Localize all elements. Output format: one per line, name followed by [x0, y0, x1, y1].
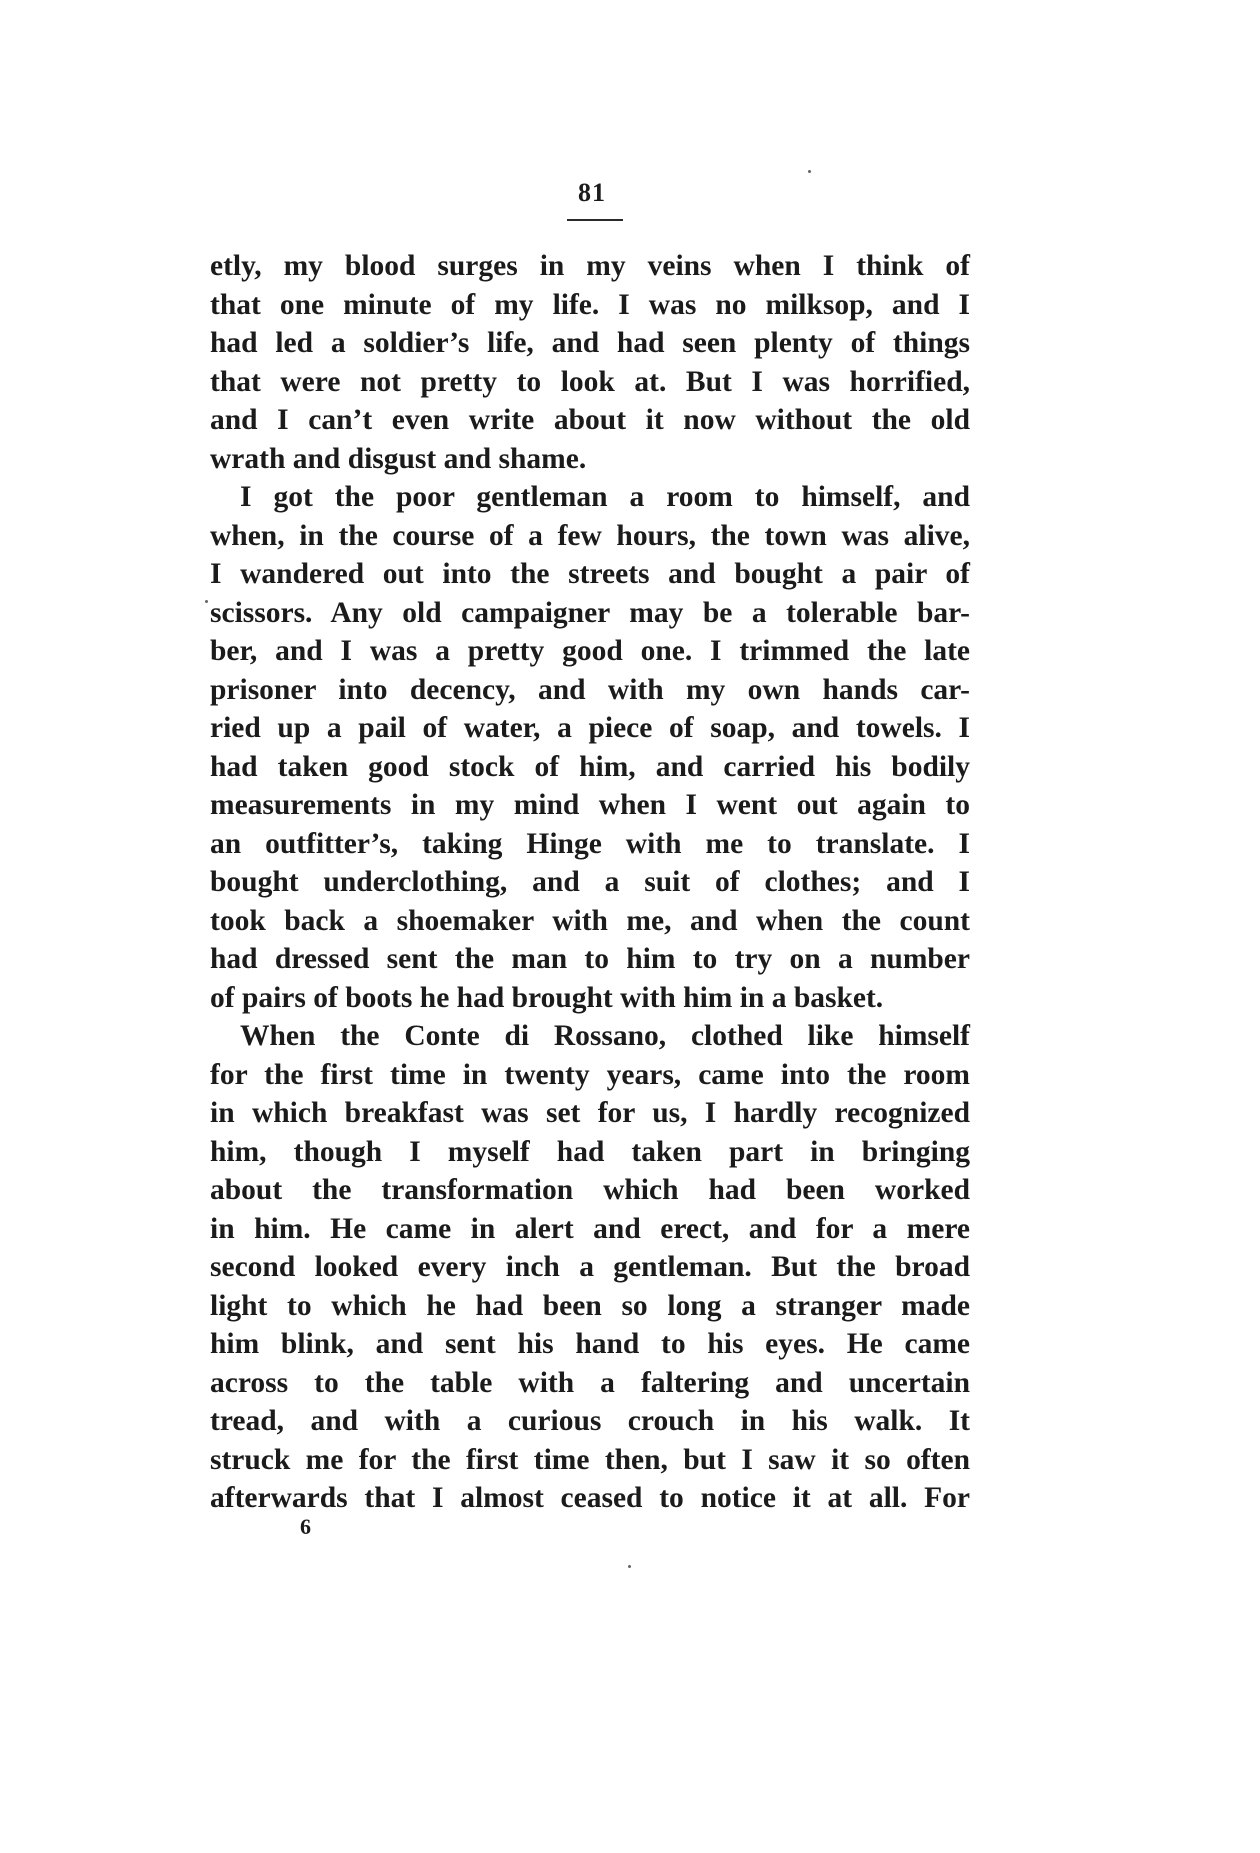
text-line-28: light to which he had been so long a stranger made [210, 1289, 970, 1322]
text-line-17: bought underclothing, and a suit of clothes; and I [210, 866, 970, 898]
text-line-29: him blink, and sent his hand to his eyes. He came [210, 1328, 970, 1360]
text-line-19: had dressed sent the man to him to try on a number [210, 943, 970, 975]
paper-speck [205, 600, 208, 603]
text-line-5: and I can’t even write about it now without the old [210, 404, 970, 436]
page-number: 81 [578, 178, 606, 207]
text-line-21: When the Conte di Rossano, clothed like himself [240, 1020, 970, 1052]
text-line-2: that one minute of my life. I was no milksop, and I [210, 288, 970, 321]
paper-speck [628, 1565, 631, 1568]
text-line-4: that were not pretty to look at. But I was horrified, [210, 365, 970, 398]
signature-mark: 6 [300, 1514, 311, 1539]
paper-speck [808, 170, 811, 173]
text-line-6: wrath and disgust and shame. [210, 442, 587, 475]
text-line-32: struck me for the first time then, but I saw it so often [210, 1443, 970, 1476]
text-line-18: took back a shoemaker with me, and when the count [210, 904, 970, 937]
text-line-14: had taken good stock of him, and carried his bodily [210, 750, 970, 783]
text-line-22: for the first time in twenty years, came into the room [210, 1058, 970, 1091]
text-line-3: had led a soldier’s life, and had seen plenty of things [210, 327, 970, 359]
text-line-25: about the transformation which had been worked [210, 1174, 970, 1206]
text-line-15: measurements in my mind when I went out again to [210, 789, 970, 821]
text-line-31: tread, and with a curious crouch in his walk. It [210, 1405, 970, 1437]
text-line-20: of pairs of boots he had brought with him in a basket. [210, 981, 884, 1014]
text-line-23: in which breakfast was set for us, I hardly recognized [210, 1097, 970, 1129]
text-line-1: etly, my blood surges in my veins when I think of [210, 250, 970, 282]
text-line-7: I got the poor gentleman a room to himself, and [240, 481, 970, 513]
text-line-30: across to the table with a faltering and uncertain [210, 1366, 970, 1399]
text-line-27: second looked every inch a gentleman. But the broad [210, 1251, 970, 1283]
text-line-8: when, in the course of a few hours, the town was alive, [210, 519, 970, 552]
page-number-rule [567, 219, 623, 221]
text-line-16: an outfitter’s, taking Hinge with me to translate. I [210, 827, 970, 860]
text-line-24: him, though I myself had taken part in bringing [210, 1135, 970, 1168]
text-line-9: I wandered out into the streets and bought a pair of [210, 558, 970, 590]
body-text [210, 247, 970, 1518]
text-line-10: scissors. Any old campaigner may be a tolerable bar- [210, 596, 970, 629]
text-line-26: in him. He came in alert and erect, and for a mere [210, 1212, 970, 1245]
text-line-11: ber, and I was a pretty good one. I trimmed the late [210, 635, 970, 667]
text-line-33: afterwards that I almost ceased to notice it at all. For [210, 1482, 970, 1514]
text-line-13: ried up a pail of water, a piece of soap, and towels. I [210, 712, 970, 744]
text-line-12: prisoner into decency, and with my own hands car- [210, 673, 970, 706]
